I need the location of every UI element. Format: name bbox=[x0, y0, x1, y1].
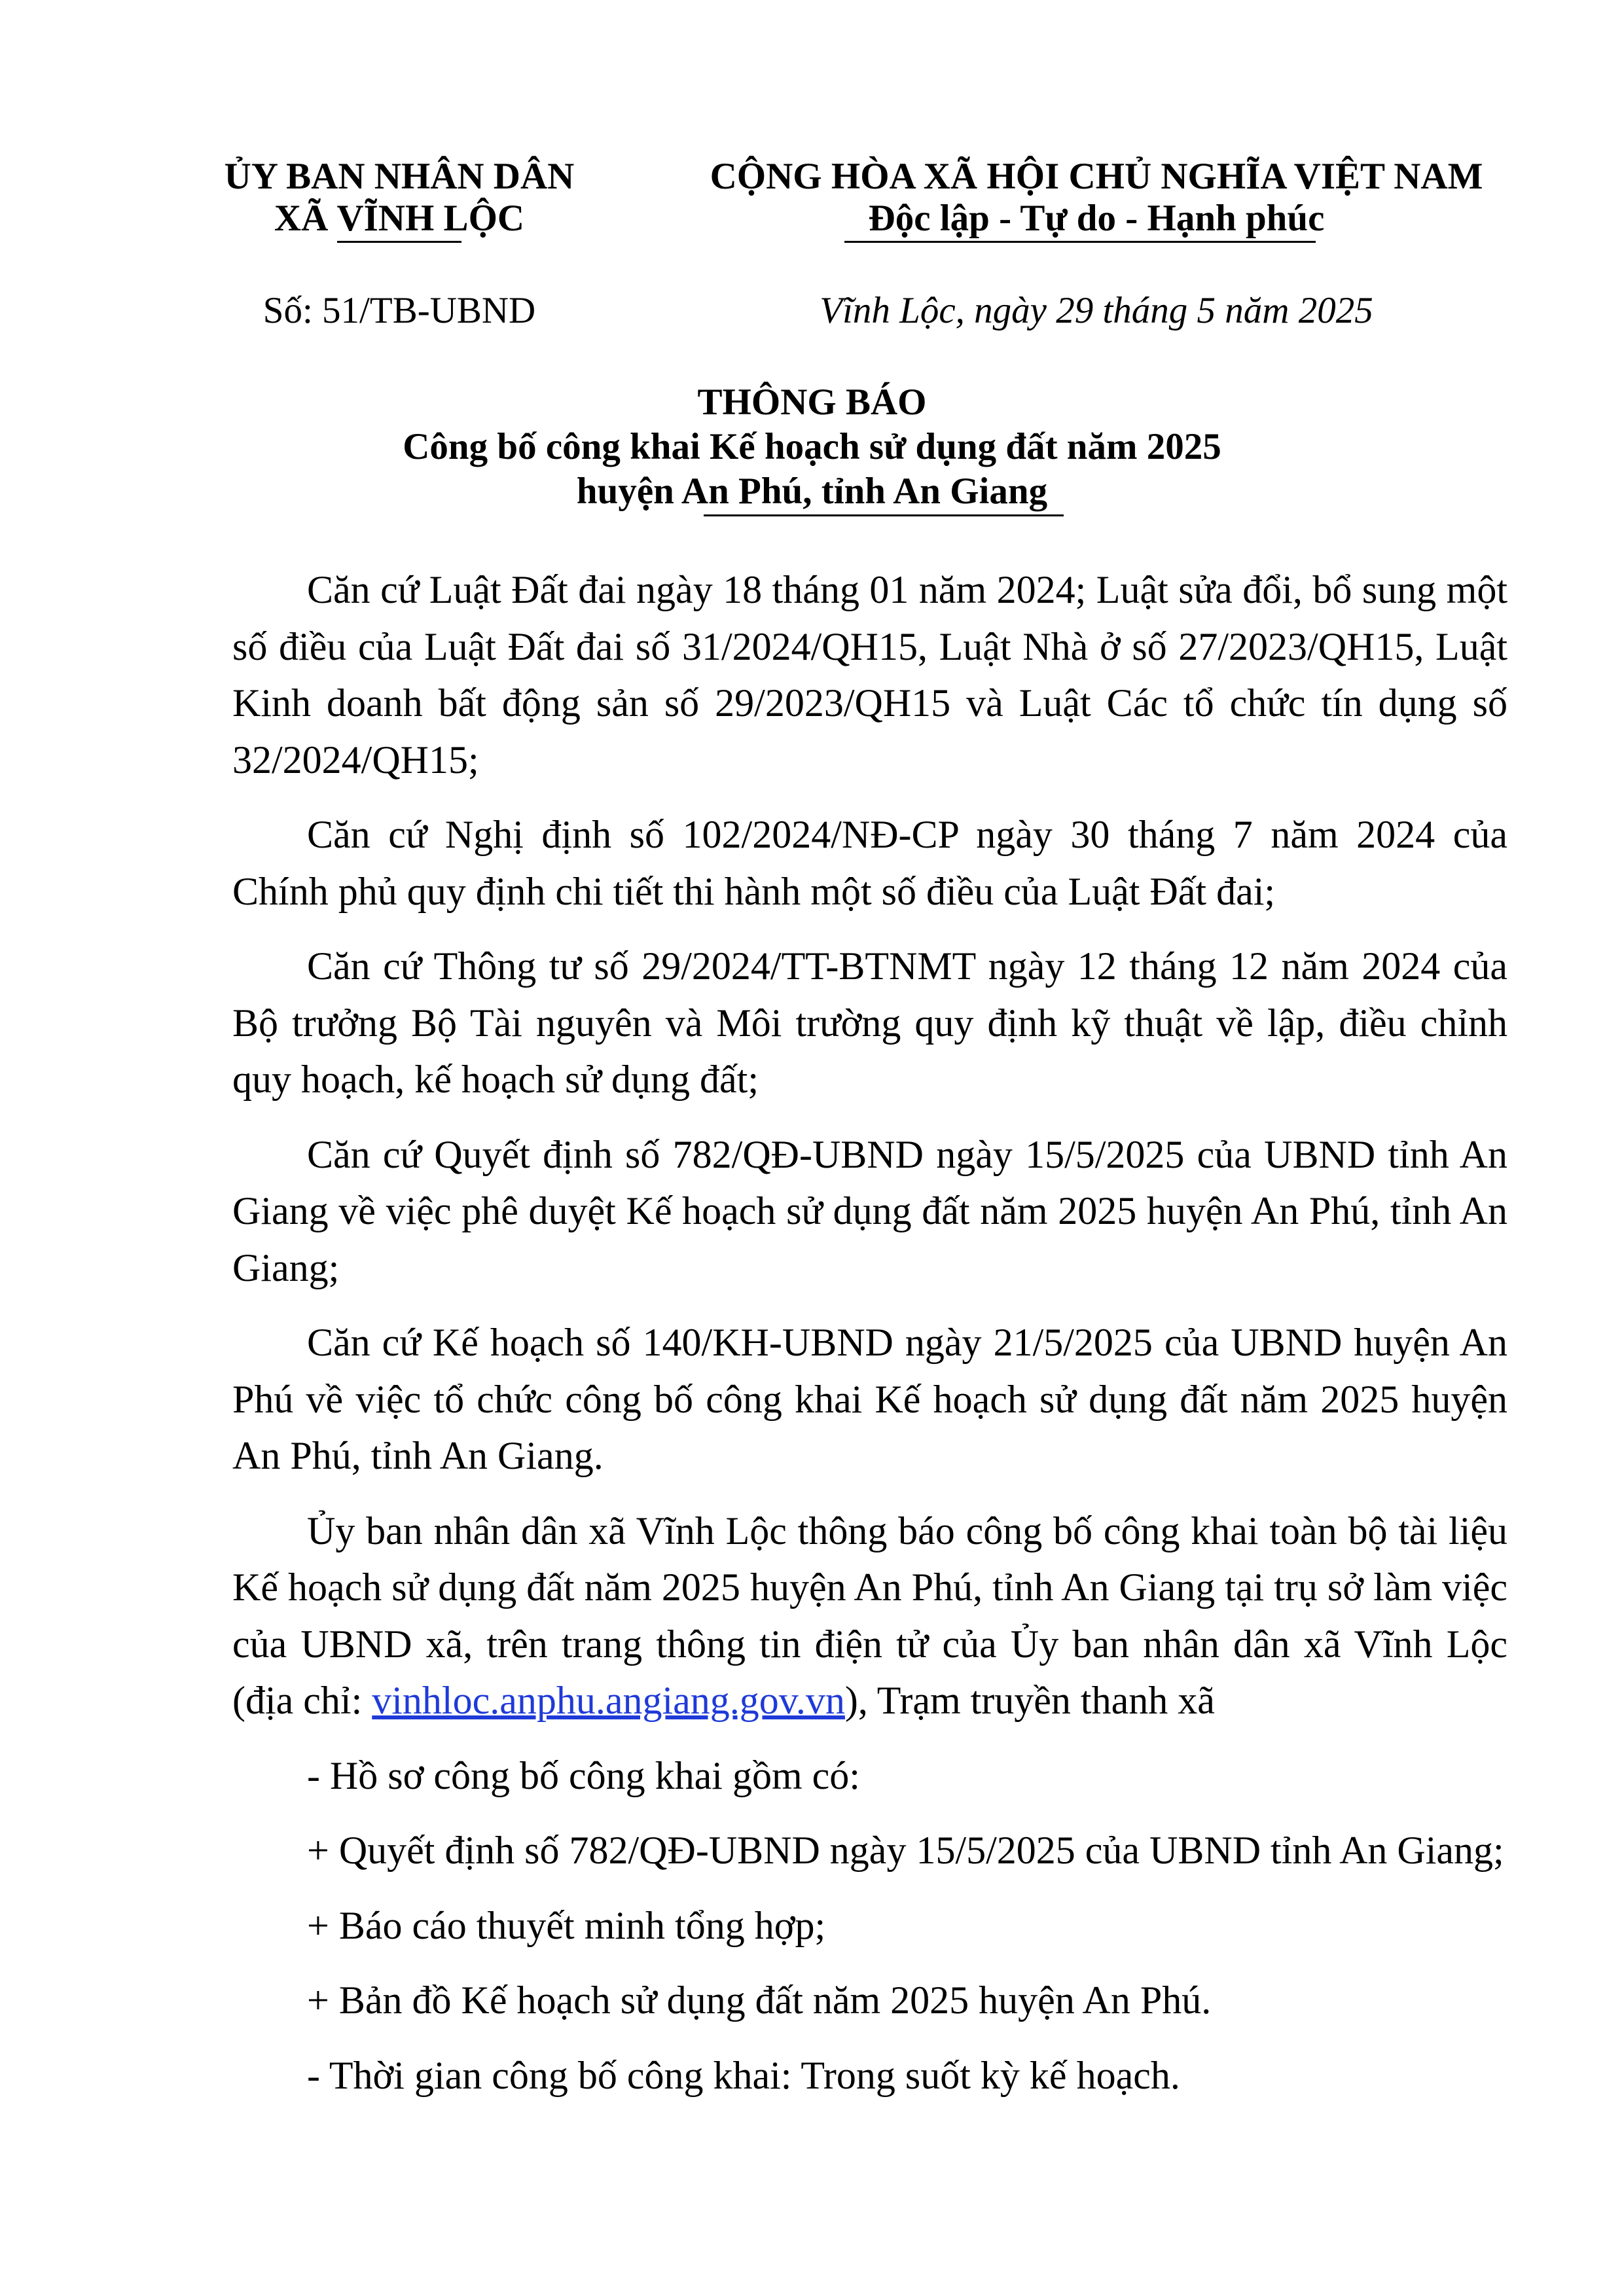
legal-basis-circular: Căn cứ Thông tư số 29/2024/TT-BTNMT ngày 12 tháng 12 năm 2024 của Bộ trưởng Bộ Tài nguyên và Môi trường quy định kỹ thuật về lập, điều chỉnh quy hoạch, kế hoạch sử dụng đất; bbox=[232, 944, 1507, 1101]
issuing-body-name: ỦY BAN NHÂN DÂN bbox=[224, 156, 575, 197]
document-subject-line1: Công bố công khai Kế hoạch sử dụng đất năm 2025 bbox=[403, 426, 1221, 467]
publication-period: - Thời gian công bố công khai: Trong suốt kỳ kế hoạch. bbox=[307, 2053, 1180, 2097]
dossier-item-report: + Báo cáo thuyết minh tổng hợp; bbox=[307, 1903, 826, 1947]
dossier-list-heading: - Hồ sơ công bố công khai gồm có: bbox=[307, 1753, 860, 1797]
legal-basis-district-plan: Căn cứ Kế hoạch số 140/KH-UBND ngày 21/5/2025 của UBND huyện An Phú về việc tổ chức công bố công khai Kế hoạch sử dụng đất năm 2025 huyện An Phú, tỉnh An Giang. bbox=[232, 1321, 1507, 1477]
legal-basis-province-decision: Căn cứ Quyết định số 782/QĐ-UBND ngày 15/5/2025 của UBND tỉnh An Giang về việc phê duyệt Kế hoạch sử dụng đất năm 2025 huyện An Phú, tỉnh An Giang; bbox=[232, 1132, 1507, 1289]
title-underline bbox=[704, 514, 1064, 516]
document-body bbox=[232, 562, 1507, 2122]
dossier-item-map: + Bản đồ Kế hoạch sử dụng đất năm 2025 huyện An Phú. bbox=[307, 1979, 1212, 2022]
place-and-date: Vĩnh Lộc, ngày 29 tháng 5 năm 2025 bbox=[820, 290, 1373, 331]
announcement-paragraph bbox=[232, 1503, 1507, 1729]
national-motto: Độc lập - Tự do - Hạnh phúc bbox=[868, 198, 1325, 239]
website-link[interactable]: vinhloc.anphu.angiang.gov.vn bbox=[372, 1679, 845, 1722]
announcement-text: Ủy ban nhân dân xã Vĩnh Lộc thông báo công bố công khai toàn bộ tài liệu Kế hoạch sử dụng đất năm 2025 huyện An Phú, tỉnh An Giang tại trụ sở làm việc của UBND xã, trên trang thông tin điện tử của Ủy ban nhân dân xã Vĩnh Lộc (địa chỉ: bbox=[232, 1509, 1507, 1722]
document-type-title: THÔNG BÁO bbox=[697, 382, 927, 423]
document-number: Số: 51/TB-UBND bbox=[262, 290, 536, 331]
legal-basis-decree: Căn cứ Nghị định số 102/2024/NĐ-CP ngày 30 tháng 7 năm 2024 của Chính phủ quy định chi tiết thi hành một số điều của Luật Đất đai; bbox=[232, 813, 1507, 913]
announcement-text-end: ), Trạm truyền thanh xã bbox=[844, 1679, 1215, 1722]
issuing-body-underline bbox=[337, 241, 461, 243]
document-subject-line2: huyện An Phú, tỉnh An Giang bbox=[576, 471, 1048, 512]
national-motto-underline bbox=[844, 241, 1316, 243]
issuing-body-commune: XÃ VĨNH LỘC bbox=[274, 198, 525, 239]
dossier-item-decision: + Quyết định số 782/QĐ-UBND ngày 15/5/2025 của UBND tỉnh An Giang; bbox=[307, 1829, 1504, 1872]
national-title: CỘNG HÒA XÃ HỘI CHỦ NGHĨA VIỆT NAM bbox=[710, 156, 1483, 197]
legal-basis-land-law: Căn cứ Luật Đất đai ngày 18 tháng 01 năm 2024; Luật sửa đổi, bổ sung một số điều của Luật Đất đai số 31/2024/QH15, Luật Nhà ở số 27/2023/QH15, Luật Kinh doanh bất động sản số 29/2023/QH15 và Luật Các tổ chức tín dụng số 32/2024/QH15; bbox=[232, 568, 1507, 781]
